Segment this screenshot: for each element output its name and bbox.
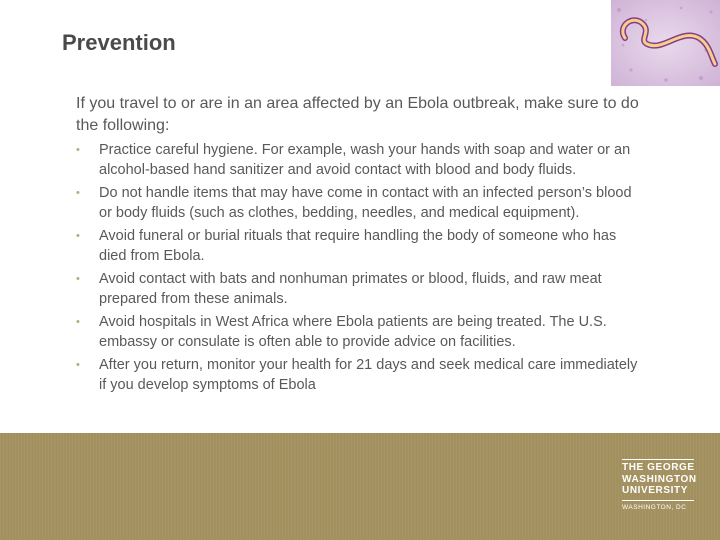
slide-body (76, 93, 646, 399)
list-item-text: Do not handle items that may have come in contact with an infected person’s blood or body fluids (such as clothes, bedding, needles, and medical equipment). (99, 185, 632, 221)
bullet-icon: • (76, 273, 80, 285)
list-item-text: Practice careful hygiene. For example, wash your hands with soap and water or an alcohol-based hand sanitizer and avoid contact with blood and body fluids. (99, 142, 631, 178)
footer-band (0, 433, 720, 540)
bullet-icon: • (76, 316, 80, 328)
list-item-text: After you return, monitor your health for 21 days and seek medical care immediately if you develop symptoms of Ebola (99, 357, 638, 393)
logo-name (622, 460, 698, 500)
bullet-icon: • (76, 359, 80, 371)
list-item (76, 184, 646, 223)
logo-line: THE GEORGE (622, 462, 695, 473)
bullet-icon: • (76, 144, 80, 156)
list-item (76, 227, 646, 266)
list-item-text: Avoid funeral or burial rituals that require handling the body of someone who has died from Ebola. (99, 228, 617, 264)
prevention-list (76, 141, 646, 395)
bullet-icon: • (76, 187, 80, 199)
list-item (76, 270, 646, 309)
slide-title: Prevention (62, 30, 176, 55)
logo-line: WASHINGTON (622, 473, 697, 485)
intro-text: If you travel to or are in an area affected by an Ebola outbreak, make sure to do the following: (76, 95, 639, 134)
bullet-icon: • (76, 230, 80, 242)
logo-line: UNIVERSITY (622, 485, 689, 496)
list-item-text: Avoid hospitals in West Africa where Ebola patients are being treated. The U.S. embassy or consulate is often able to provide advice on facilities. (99, 314, 607, 350)
logo-city: WASHINGTON, DC (622, 503, 687, 511)
list-item (76, 141, 646, 180)
list-item (76, 356, 646, 395)
list-item (76, 313, 646, 352)
ebola-virus-image (611, 0, 720, 86)
university-logo (622, 459, 698, 511)
list-item-text: Avoid contact with bats and nonhuman primates or blood, fluids, and raw meat prepared from these animals. (99, 271, 602, 307)
